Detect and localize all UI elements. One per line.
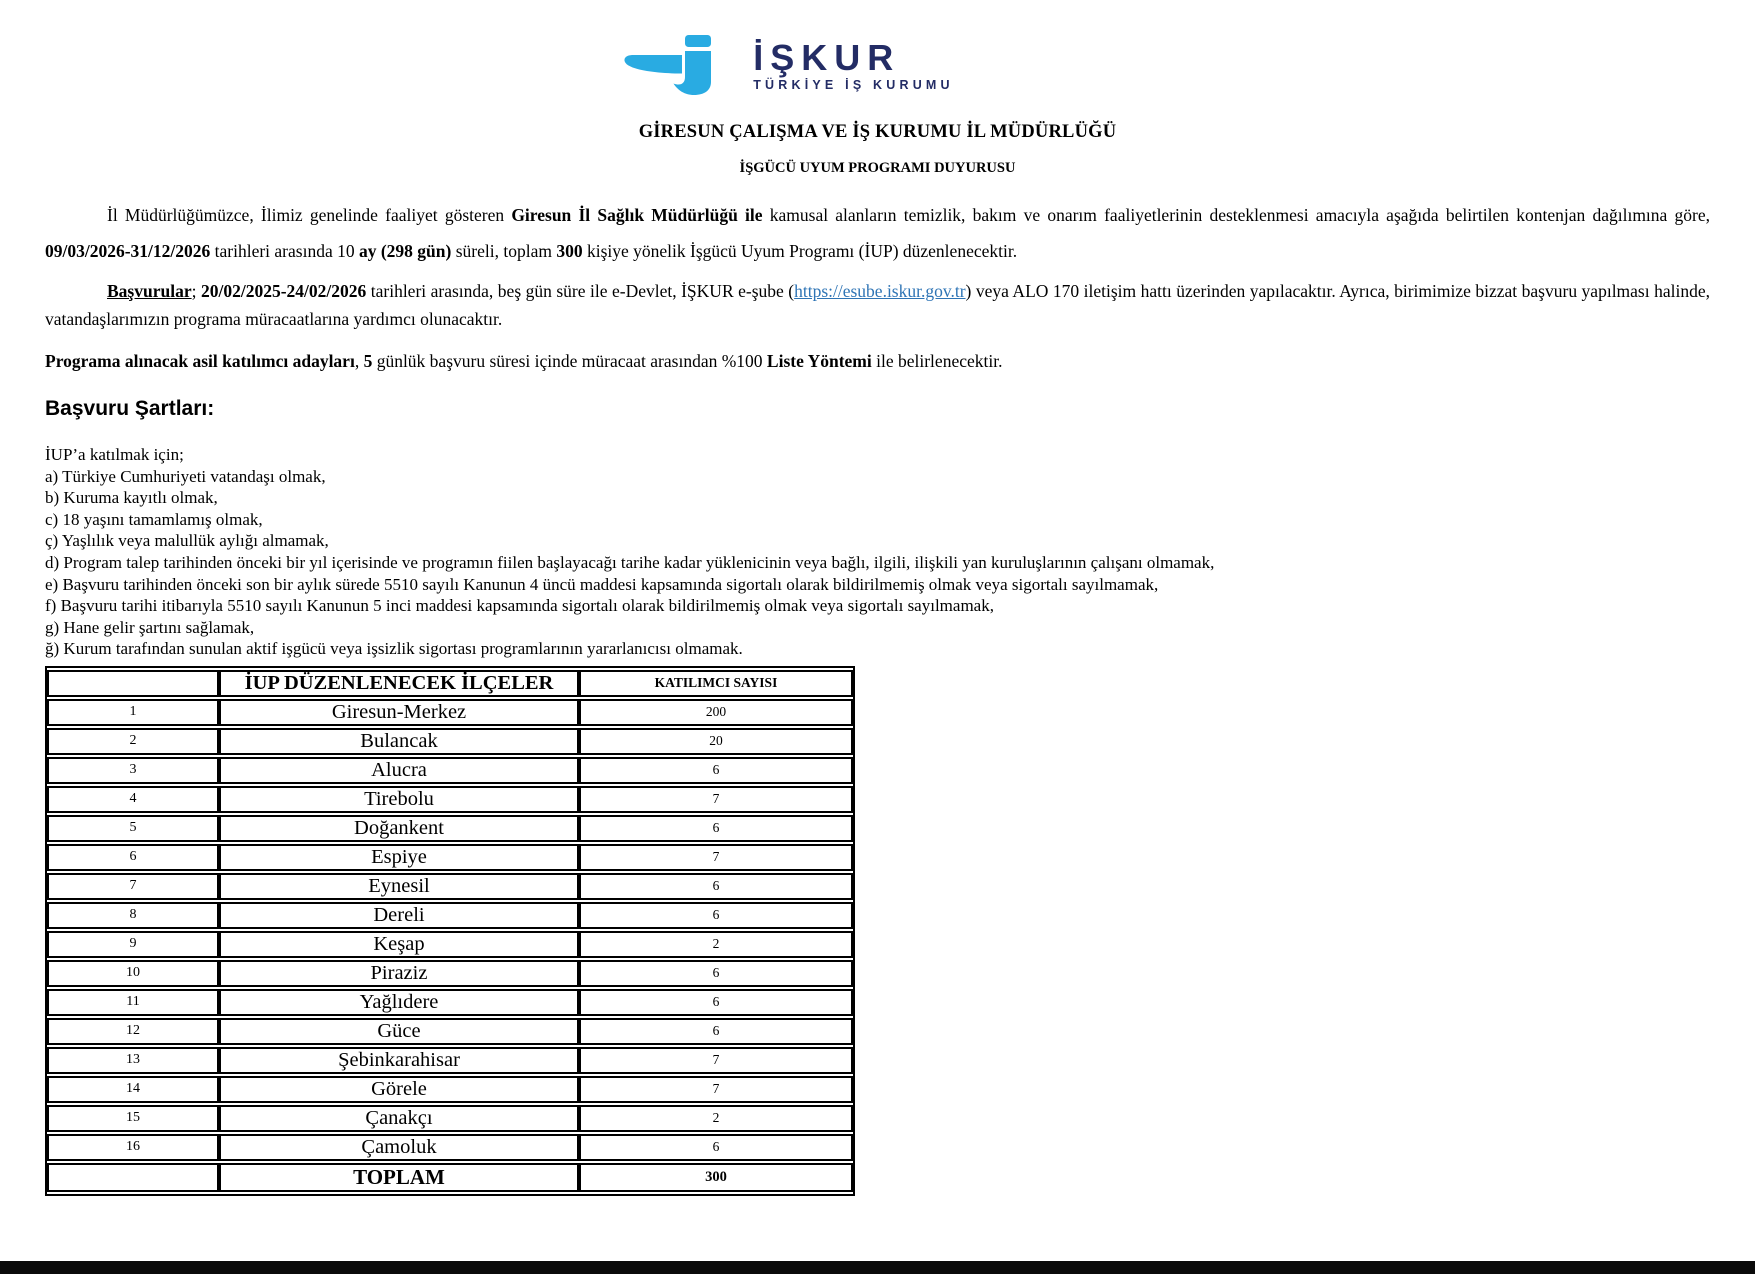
table-row — [47, 960, 853, 987]
text-segment: kamusal alanların temizlik, bakım ve onarım faaliyetlerinin desteklenmesi amacıyla aşağıda belirtilen kontenjan dağılımına göre, — [762, 205, 1710, 225]
iskur-wordmark — [753, 37, 954, 92]
row-number-cell: 8 — [47, 902, 219, 929]
district-cell: Tirebolu — [219, 786, 579, 813]
requirement-line: ç) Yaşlılık veya malullük aylığı almamak, — [45, 531, 329, 551]
brand-name: İŞKUR — [753, 37, 901, 78]
participant-count-cell: 6 — [579, 1134, 853, 1161]
table-row — [47, 989, 853, 1016]
participant-count-cell: 6 — [579, 873, 853, 900]
requirement-line: d) Program talep tarihinden önceki bir yıl içerisinde ve programın fiilen başlayacağı tarihe kadar yüklenicinin veya bağlı, ilgili, ilişkili yan kuruluşlarının çalışanı olmamak, — [45, 552, 1215, 572]
requirement-line: ğ) Kurum tarafından sunulan aktif işgücü veya işsizlik sigortası programlarının yararlanıcısı olmamak. — [45, 639, 743, 659]
participant-count-cell: 7 — [579, 1076, 853, 1103]
iskur-logo — [0, 34, 1620, 98]
row-number-cell: 10 — [47, 960, 219, 987]
table-total-row — [47, 1163, 853, 1192]
participant-count-cell: 6 — [579, 1018, 853, 1045]
document-subtitle: İŞGÜCÜ UYUM PROGRAMI DUYURUSU — [739, 160, 1016, 176]
row-number-cell: 13 — [47, 1047, 219, 1074]
document-title: GİRESUN ÇALIŞMA VE İŞ KURUMU İL MÜDÜRLÜĞÜ — [638, 122, 1117, 142]
participant-count-cell: 6 — [579, 815, 853, 842]
header-cell-empty — [47, 670, 219, 697]
table-row — [47, 757, 853, 784]
row-number-cell: 9 — [47, 931, 219, 958]
total-label: TOPLAM — [219, 1163, 579, 1192]
table-header-row — [47, 670, 853, 697]
district-cell: Görele — [219, 1076, 579, 1103]
row-number-cell: 16 — [47, 1134, 219, 1161]
row-number-cell: 4 — [47, 786, 219, 813]
requirement-line: c) 18 yaşını tamamlamış olmak, — [45, 509, 263, 529]
district-cell: Espiye — [219, 844, 579, 871]
requirement-line: f) Başvuru tarihi itibarıyla 5510 sayılı Kanunun 5 inci maddesi kapsamında sigortalı olarak bildirilmemiş olmak veya sigortalı sayılmamak, — [45, 596, 994, 616]
text-segment: 20/02/2025-24/02/2026 — [200, 281, 367, 301]
text-segment: İl Müdürlüğümüzce, İlimiz genelinde faaliyet gösteren — [107, 205, 512, 225]
district-cell: Doğankent — [219, 815, 579, 842]
district-cell: Bulancak — [219, 728, 579, 755]
row-number-cell: 5 — [47, 815, 219, 842]
district-cell: Piraziz — [219, 960, 579, 987]
table-row — [47, 699, 853, 726]
row-number-cell: 2 — [47, 728, 219, 755]
district-cell: Şebinkarahisar — [219, 1047, 579, 1074]
row-number-cell: 11 — [47, 989, 219, 1016]
district-cell: Çanakçı — [219, 1105, 579, 1132]
table-row — [47, 1105, 853, 1132]
text-segment: 5 — [363, 351, 373, 371]
row-number-cell: 1 — [47, 699, 219, 726]
total-value: 300 — [579, 1163, 853, 1192]
district-quota-table — [45, 666, 855, 1196]
district-cell: Güce — [219, 1018, 579, 1045]
paragraph-application-info — [45, 277, 1710, 333]
row-number-cell: 15 — [47, 1105, 219, 1132]
text-segment: , — [354, 351, 364, 371]
participant-count-cell: 7 — [579, 844, 853, 871]
text-segment: süreli, toplam — [451, 241, 557, 261]
text-segment: kişiye yönelik İşgücü Uyum Programı (İUP) düzenlenecektir. — [582, 241, 1018, 261]
text-segment: Programa alınacak asil katılımcı adayları — [45, 351, 355, 371]
requirement-line: g) Hane gelir şartını sağlamak, — [45, 617, 255, 637]
text-segment: ay (298 gün) — [358, 241, 452, 261]
table-row — [47, 931, 853, 958]
text-segment: ile belirlenecektir. — [871, 351, 1003, 371]
participant-count-cell: 6 — [579, 902, 853, 929]
requirement-line: e) Başvuru tarihinden önceki son bir aylık sürede 5510 sayılı Kanunun 4 üncü maddesi kapsamında sigortalı olarak bildirilmemiş olmak veya sigortalı sayılmamak, — [45, 574, 1159, 594]
requirements-heading: Başvuru Şartları: — [45, 397, 215, 420]
text-segment: günlük başvuru süresi içinde müracaat arasından %100 — [372, 351, 767, 371]
row-number-cell: 3 — [47, 757, 219, 784]
participant-count-cell: 6 — [579, 757, 853, 784]
table-row — [47, 873, 853, 900]
participant-count-cell: 7 — [579, 786, 853, 813]
district-cell: Çamoluk — [219, 1134, 579, 1161]
text-segment: Liste Yöntemi — [766, 351, 872, 371]
district-cell: Alucra — [219, 757, 579, 784]
esube-link[interactable]: https://esube.iskur.gov.tr — [794, 281, 966, 301]
table-row — [47, 1134, 853, 1161]
document-page — [0, 34, 1755, 1196]
paragraph-program-info — [45, 197, 1710, 269]
requirements-list — [45, 444, 1710, 660]
district-cell: Eynesil — [219, 873, 579, 900]
text-segment: 09/03/2026-31/12/2026 — [45, 241, 211, 261]
district-cell: Giresun-Merkez — [219, 699, 579, 726]
table-row — [47, 844, 853, 871]
row-number-cell: 12 — [47, 1018, 219, 1045]
text-segment: ; — [191, 281, 201, 301]
table-row — [47, 902, 853, 929]
text-segment: Başvurular — [107, 281, 192, 301]
bottom-black-bar — [0, 1261, 1755, 1274]
participant-count-cell: 20 — [579, 728, 853, 755]
table-row — [47, 1018, 853, 1045]
brand-tagline: TÜRKİYE İŞ KURUMU — [753, 78, 954, 92]
requirement-line: b) Kuruma kayıtlı olmak, — [45, 488, 218, 508]
table-row — [47, 728, 853, 755]
participant-count-cell: 2 — [579, 931, 853, 958]
table-row — [47, 1076, 853, 1103]
participant-count-cell: 6 — [579, 989, 853, 1016]
text-segment: tarihleri arasında 10 — [210, 241, 359, 261]
paragraph-selection-method — [45, 348, 1710, 374]
table-row — [47, 786, 853, 813]
participant-count-cell: 2 — [579, 1105, 853, 1132]
table-row — [47, 815, 853, 842]
table-row — [47, 1047, 853, 1074]
row-number-cell: 6 — [47, 844, 219, 871]
participant-count-cell: 6 — [579, 960, 853, 987]
text-segment: ) veya ALO 170 iletişim hattı üzerinden yapılacaktır. Ayrıca, birimimize bizzat başvuru yapılması halinde, vatandaşlarımızın programa müracaatlarına yardımcı olunacaktır. — [45, 281, 1710, 329]
participant-count-cell: 200 — [579, 699, 853, 726]
requirement-line: İUP’a katılmak için; — [45, 445, 184, 464]
district-cell: Dereli — [219, 902, 579, 929]
text-segment: Giresun İl Sağlık Müdürlüğü ile — [511, 205, 763, 225]
participant-count-cell: 7 — [579, 1047, 853, 1074]
header-cell-districts: İUP DÜZENLENECEK İLÇELER — [219, 670, 579, 697]
total-cell-empty — [47, 1163, 219, 1192]
requirement-line: a) Türkiye Cumhuriyeti vatandaşı olmak, — [45, 466, 326, 486]
district-cell: Yağlıdere — [219, 989, 579, 1016]
header-cell-participants: KATILIMCI SAYISI — [579, 670, 853, 697]
text-segment: 300 — [556, 241, 583, 261]
row-number-cell: 14 — [47, 1076, 219, 1103]
row-number-cell: 7 — [47, 873, 219, 900]
district-cell: Keşap — [219, 931, 579, 958]
iskur-i-flag-icon — [621, 35, 733, 97]
text-segment: tarihleri arasında, beş gün süre ile e-Devlet, İŞKUR e-şube ( — [366, 281, 795, 301]
